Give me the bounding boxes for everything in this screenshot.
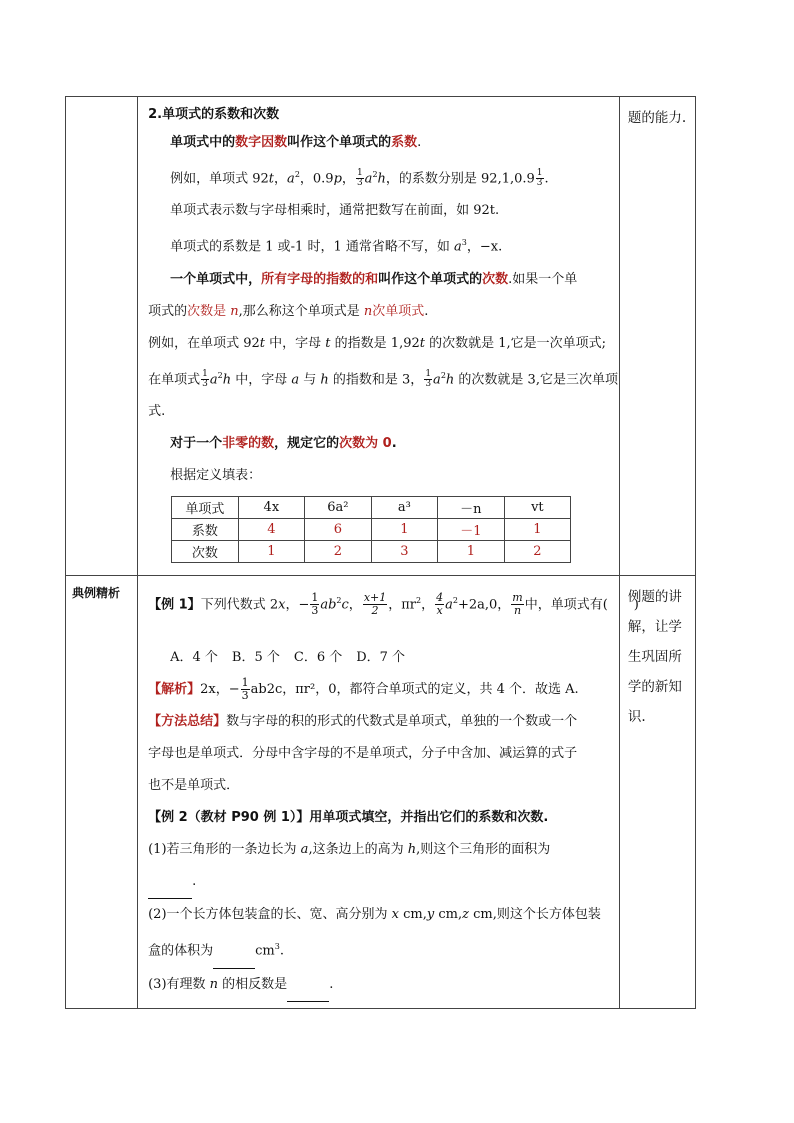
- row-label: 典例精析: [72, 585, 121, 600]
- table-cell: 6a²: [305, 496, 372, 518]
- degree-example-1: 例如，在单项式 92t 中，字母 t 的指数是 1,92t 的次数就是 1,它是一次单项式;: [148, 335, 607, 351]
- fraction: $\frac{1}{3}$: [356, 168, 363, 189]
- fraction: $\frac{x+1}{2}$: [363, 591, 387, 618]
- fraction: $\frac{1}{3}$: [241, 676, 249, 703]
- fraction: $\frac{1}{3}$: [311, 591, 319, 618]
- side-note-line: 解，让学: [627, 618, 682, 635]
- table-cell: 2: [504, 540, 571, 562]
- example-1-options: [148, 642, 613, 674]
- fill-table-wrap: [148, 496, 613, 563]
- example-2-title: 【例 2（教材 P90 例 1）】用单项式填空，并指出它们的系数和次数.: [148, 810, 549, 826]
- side-note-cell-2: [619, 575, 695, 1008]
- degree-example-3: 式.: [148, 403, 166, 419]
- option-a: A．4 个: [170, 650, 218, 666]
- content-cell-definition: [138, 97, 620, 576]
- fraction: $\frac{1}{3}$: [202, 368, 208, 389]
- coef-example: 例如，单项式 92t，$a^2$，0.9p， $\frac{1}{3}$ $a^2h$，的系数分别是 92,1,0.9 $\frac{1}{3}$ .: [170, 168, 549, 189]
- table-cell: 次数: [172, 540, 239, 562]
- method-summary-1: 【方法总结】数与字母的积的形式的代数式是单项式，单独的一个数或一个: [148, 714, 578, 730]
- lesson-table: [65, 96, 696, 1009]
- side-note-cell-1: [619, 97, 695, 576]
- side-note-line: 识.: [627, 708, 646, 725]
- option-b: B．5 个: [231, 650, 280, 666]
- table-cell: 1: [371, 518, 438, 540]
- table-cell: －1: [438, 518, 505, 540]
- table-cell: 系数: [172, 518, 239, 540]
- table-cell: 6: [305, 518, 372, 540]
- side-note-line: 学的新知: [627, 678, 682, 695]
- table-row-examples: [66, 575, 696, 1008]
- option-c: C．6 个: [293, 650, 343, 666]
- side-note-line: 生巩固所: [627, 648, 682, 665]
- table-cell: 1: [238, 540, 305, 562]
- degree-definition: 一个单项式中，所有字母的指数的和叫作这个单项式的次数.如果一个单: [170, 271, 578, 287]
- table-row: [172, 540, 571, 562]
- fraction: $\frac{1}{3}$: [425, 368, 432, 389]
- coef-note-2: 单项式的系数是 1 或-1 时，1 通常省略不写，如 $a^3$，−x.: [170, 238, 503, 255]
- example-1-question: 【例 1】下列代数式 2x，− $\frac{1}{3}$ $ab^2c$， $\frac{x+1}{2}$ ，$\pi r^2$， $\frac{4}{x}$ $a^2+2a,0$， $\frac{m}{n}$ 中，单项式有( ): [148, 591, 639, 618]
- example-2-q1: (1)若三角形的一条边长为 a,这条边上的高为 h,则这个三角形的面积为: [148, 842, 551, 858]
- coef-definition: 单项式中的数字因数叫作这个单项式的系数.: [170, 135, 422, 150]
- table-cell: a³: [371, 496, 438, 518]
- answer-blank[interactable]: [287, 969, 329, 1002]
- side-note: 题的能力.: [627, 110, 687, 126]
- table-cell: 2: [305, 540, 372, 562]
- degree-example-2: 在单项式 $\frac{1}{3}$ $a^2h$ 中，字母 a 与 h 的指数和是 3， $\frac{1}{3}$ $a^2h$ 的次数就是 3,它是三次单项: [148, 368, 618, 389]
- fill-table: [171, 496, 571, 563]
- fraction: $\frac{4}{x}$: [436, 591, 444, 618]
- table-cell: 4: [238, 518, 305, 540]
- coef-note-1: 单项式表示数与字母相乘时，通常把数写在前面，如 92t.: [170, 203, 500, 219]
- table-cell: 1: [438, 540, 505, 562]
- option-d: D．7 个: [356, 650, 406, 666]
- fraction: $\frac{1}{3}$: [536, 168, 543, 189]
- example-2-q1-blank: .: [148, 866, 613, 899]
- zero-degree-rule: 对于一个非零的数，规定它的次数为 0.: [170, 435, 397, 451]
- answer-blank[interactable]: [213, 936, 255, 969]
- example-2-q2-cont: 盒的体积为 $cm^3$.: [148, 931, 613, 968]
- table-cell: 4x: [238, 496, 305, 518]
- table-cell: 单项式: [172, 496, 239, 518]
- side-note-line: 例题的讲: [627, 588, 682, 605]
- label-cell: [66, 575, 138, 1008]
- example-1-analysis: 【解析】2x，− $\frac{1}{3}$ ab2c，πr²，0，都符合单项式的定义，共 4 个．故选 A.: [148, 676, 579, 703]
- table-row-definition: [66, 97, 696, 576]
- table-row: [172, 496, 571, 518]
- content-cell-examples: [138, 575, 639, 1008]
- table-cell: －n: [438, 496, 505, 518]
- fill-table-prompt: 根据定义填表：: [170, 467, 262, 483]
- answer-blank[interactable]: [148, 866, 192, 899]
- example-2-q2: (2)一个长方体包装盒的长、宽、高分别为 x cm,y cm,z cm,则这个长方体包装: [148, 907, 601, 923]
- section-heading: 2.单项式的系数和次数: [148, 107, 280, 122]
- table-cell: vt: [504, 496, 571, 518]
- table-row: [172, 518, 571, 540]
- table-cell: 3: [371, 540, 438, 562]
- example-2-q3: (3)有理数 n 的相反数是 .: [148, 969, 613, 1002]
- label-cell-empty: [66, 97, 138, 576]
- fraction: $\frac{m}{n}$: [512, 591, 523, 618]
- method-summary-2: 字母也是单项式．分母中含字母的不是单项式，分子中含加、减运算的式子: [148, 746, 578, 762]
- degree-definition-cont: 项式的次数是 n,那么称这个单项式是 n次单项式.: [148, 303, 429, 319]
- method-summary-3: 也不是单项式．: [148, 778, 240, 794]
- table-cell: 1: [504, 518, 571, 540]
